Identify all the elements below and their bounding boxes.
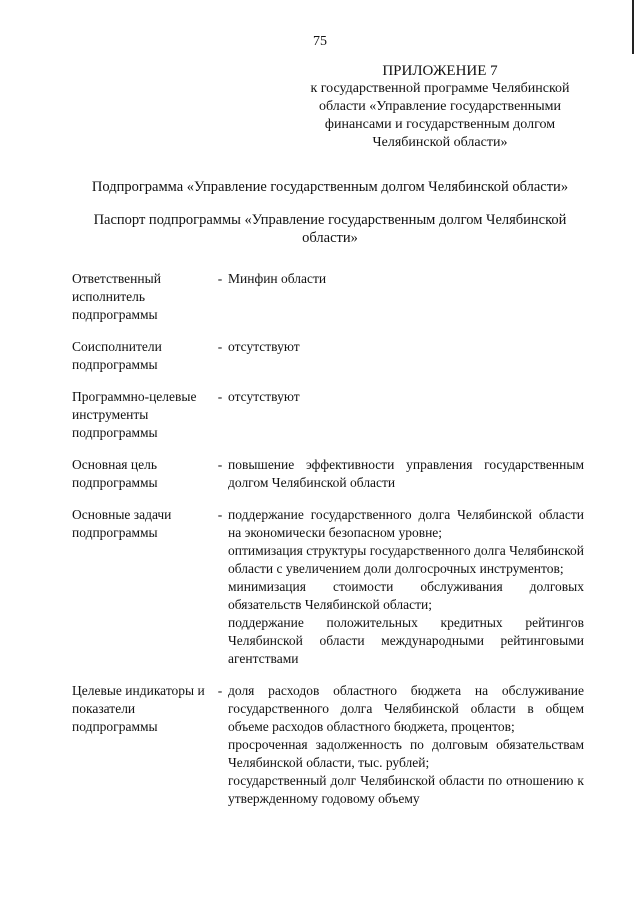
task-item: поддержание государственного долга Челябинской области на экономически безопасном уровне; [228,507,584,540]
row-value [228,682,584,808]
passport-row-executor [72,270,584,324]
row-label: Ответственный исполнитель подпрограммы [72,271,161,322]
row-dash: - [217,683,223,698]
row-label: Основные задачи подпрограммы [72,507,172,540]
row-value [228,506,584,668]
task-item: минимизация стоимости обслуживания долговых обязательств Челябинской области; [228,579,584,612]
appendix-title: ПРИЛОЖЕНИЕ 7 [382,63,498,79]
row-dash: - [217,507,223,522]
passport-row-instruments [72,388,584,442]
row-label: Целевые индикаторы и показатели подпрограммы [72,683,205,734]
passport-row-indicators [72,682,584,808]
row-dash: - [217,271,223,286]
passport-row-tasks [72,506,584,668]
passport-row-goal [72,456,584,492]
passport-title: Паспорт подпрограммы «Управление государственным долгом Челябинской области» [93,212,567,246]
row-value [228,338,584,374]
row-value [228,388,584,442]
indicator-item: просроченная задолженность по долговым обязательствам Челябинской области, тыс. рублей; [228,737,584,770]
row-dash: - [217,339,223,354]
row-value-text: повышение эффективности управления государственным долгом Челябинской области [228,457,584,490]
row-value-text: отсутствуют [228,389,300,404]
subprogram-title: Подпрограмма «Управление государственным долгом Челябинской области» [91,179,569,195]
indicator-item: государственный долг Челябинской области по отношению к утвержденному годовому объему [228,773,584,806]
row-label: Программно-целевые инструменты подпрограммы [72,389,197,440]
row-value-text: Минфин области [228,271,327,286]
passport-table [72,270,584,822]
appendix-line: области «Управление государственными [318,99,562,114]
row-value-text: отсутствуют [228,339,300,354]
indicator-item: доля расходов областного бюджета на обслуживание государственного долга Челябинской области в общем объеме расходов областного бюджета, процентов; [228,683,584,734]
row-dash: - [217,389,223,404]
task-item: оптимизация структуры государственного долга Челябинской области с увеличением доли долгосрочных инструментов; [228,543,584,576]
page-number: 75 [313,34,327,49]
row-value [228,456,584,492]
appendix-header [290,62,590,152]
passport-row-coexecutors [72,338,584,374]
task-item: поддержание положительных кредитных рейтингов Челябинской области международными рейтинговыми агентствами [228,615,584,666]
row-label: Основная цель подпрограммы [72,457,158,490]
appendix-line: к государственной программе Челябинской [310,81,570,96]
row-dash: - [217,457,223,472]
row-label: Соисполнители подпрограммы [72,339,162,372]
appendix-line: финансами и государственным долгом [324,117,556,132]
row-value [228,270,584,324]
appendix-line: Челябинской области» [372,135,508,150]
